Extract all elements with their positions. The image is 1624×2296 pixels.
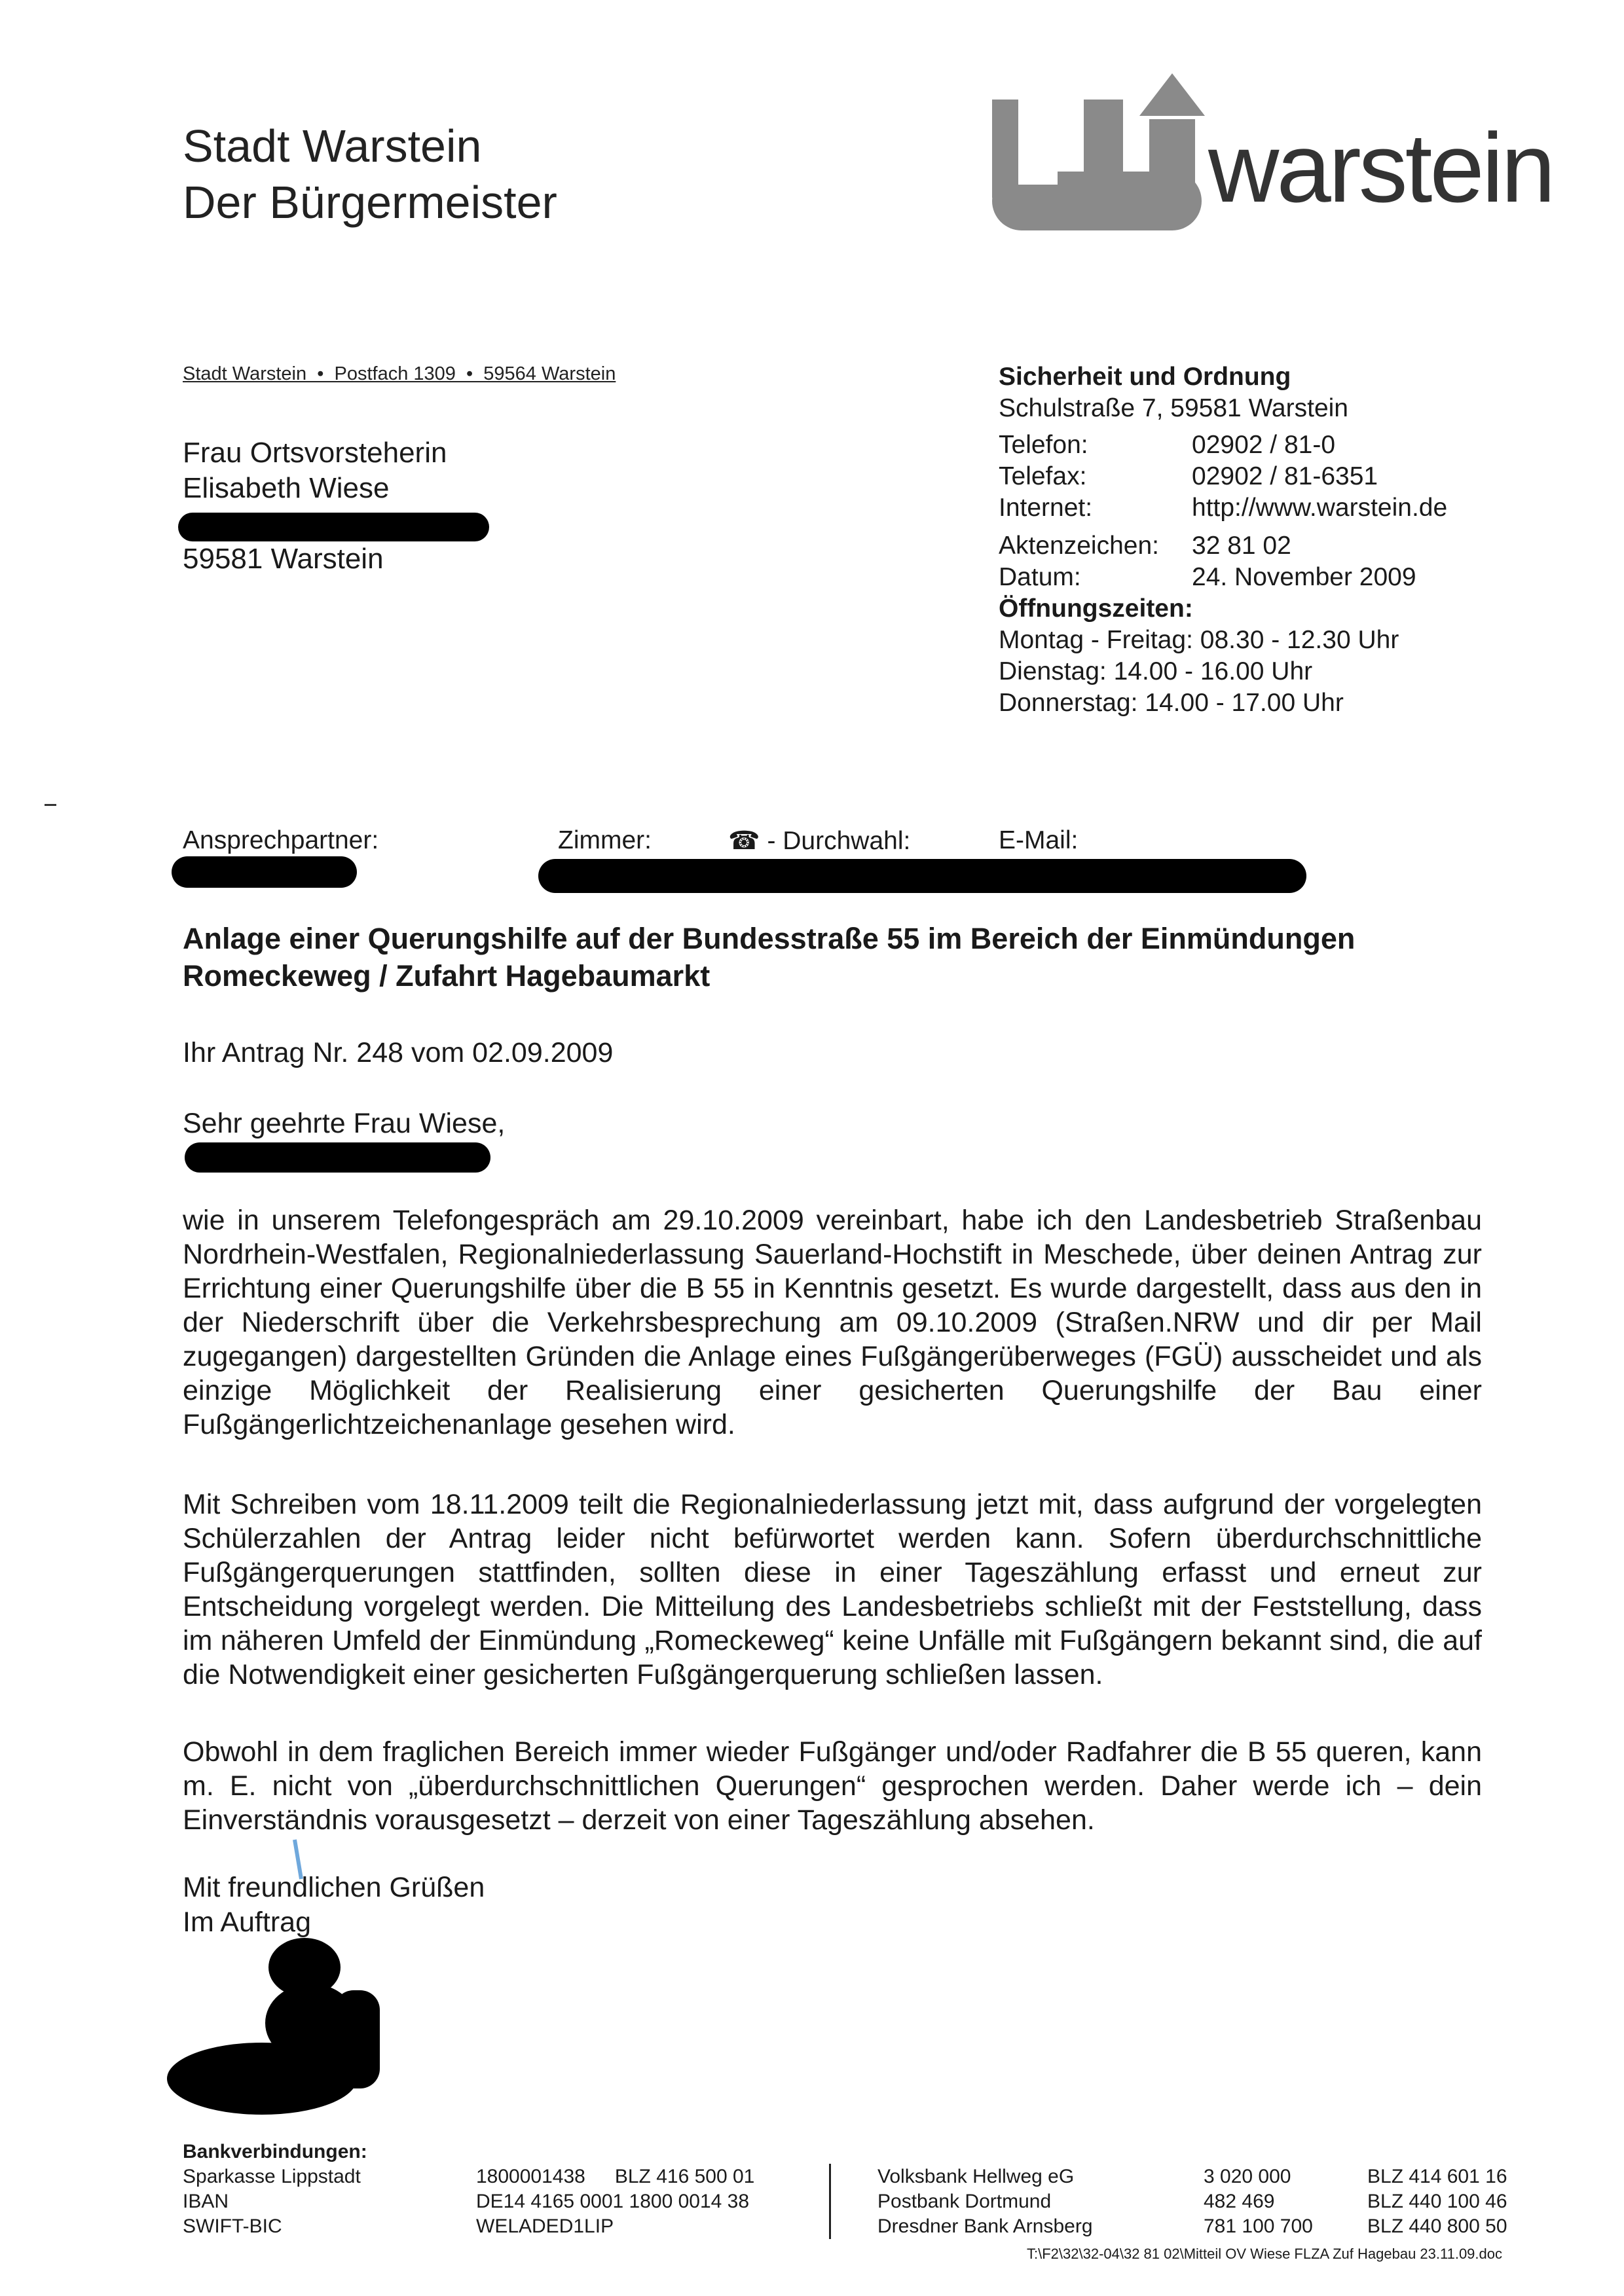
office-phone-row: Telefon: 02902 / 81-0: [999, 429, 1447, 461]
office-fax-row: Telefax: 02902 / 81-6351: [999, 461, 1447, 492]
dresdner-blz: BLZ 440 800 50: [1367, 2215, 1507, 2237]
opening-hours-title: Öffnungszeiten:: [999, 594, 1193, 623]
opening-hours-thursday: Donnerstag: 14.00 - 17.00 Uhr: [999, 689, 1344, 717]
office-internet-row: Internet: http://www.warstein.de: [999, 492, 1447, 524]
volksbank-account: 3 020 000: [1204, 2166, 1291, 2187]
bank-postbank: Postbank Dortmund: [877, 2191, 1052, 2212]
bank-other-names: [877, 2164, 1093, 2239]
recipient-title: Frau Ortsvorsteherin: [183, 437, 447, 469]
office-address: Schulstraße 7, 59581 Warstein: [999, 394, 1348, 422]
sparkasse-blz: BLZ 416 500 01: [614, 2166, 755, 2187]
office-fax: 02902 / 81-6351: [1192, 462, 1378, 490]
body-paragraph-3: Obwohl in dem fraglichen Bereich immer wieder Fußgänger und/oder Radfahrer die B 55 queren, kann m. E. nicht von „überdurchschnittlichen Querungen“ gesprochen werden. Daher werde ich – dein Einverständnis vorausgesetzt – derzeit von einer Tageszählung absehen.: [183, 1736, 1482, 1836]
office-info: [999, 361, 1447, 719]
contact-person-label: Ansprechpartner:: [183, 826, 379, 854]
office-internet-link[interactable]: http://www.warstein.de: [1192, 494, 1448, 522]
closing-greeting: Mit freundlichen Grüßen: [183, 1872, 485, 1903]
sparkasse-bic: WELADED1LIP: [476, 2215, 614, 2237]
warstein-logo: [992, 73, 1562, 230]
redaction-greeting: [185, 1142, 490, 1173]
footer-divider: [829, 2164, 831, 2239]
logo-text: warstein: [1208, 113, 1553, 223]
office-phone: 02902 / 81-0: [1192, 431, 1336, 459]
bank-dresdner: Dresdner Bank Arnsberg: [877, 2215, 1093, 2237]
direct-dial-label: [728, 826, 910, 856]
subject-line: Anlage einer Querungshilfe auf der Bundesstraße 55 im Bereich der Einmündungen Romeckeweg / Zufahrt Hagebaumarkt: [183, 922, 1356, 993]
bank-other-blz: [1367, 2164, 1507, 2239]
direct-dial-text: - Durchwahl:: [767, 827, 911, 855]
email-label: E-Mail:: [999, 826, 1079, 854]
document-file-path: T:\F2\32\32-04\32 81 02\Mitteil OV Wiese FLZA Zuf Hagebau 23.11.09.doc: [1027, 2246, 1502, 2262]
reference-line: Ihr Antrag Nr. 248 vom 02.09.2009: [183, 1037, 614, 1068]
volksbank-blz: BLZ 414 601 16: [1367, 2166, 1507, 2187]
office-reference-row: Aktenzeichen: 32 81 02: [999, 530, 1447, 562]
office-department: Sicherheit und Ordnung: [999, 363, 1291, 391]
sparkasse-iban: DE14 4165 0001 1800 0014 38: [476, 2191, 750, 2212]
sender-line: Stadt Warstein • Postfach 1309 • 59564 Warstein: [183, 363, 616, 384]
postbank-blz: BLZ 440 100 46: [1367, 2191, 1507, 2212]
postbank-account: 482 469: [1204, 2191, 1275, 2212]
letterhead-city: Stadt Warstein: [183, 120, 482, 172]
recipient-address: [183, 435, 447, 577]
logo-mark-icon: [992, 73, 1208, 230]
fold-mark: [45, 804, 56, 806]
bank-iban-label: IBAN: [183, 2191, 229, 2212]
body-paragraph-1: wie in unserem Telefongespräch am 29.10.2009 vereinbart, habe ich den Landesbetrieb Straßenbau Nordrhein-Westfalen, Regionalniederlassung Sauerland-Hochstift in Meschede, über deinen Antrag zur Errichtung einer Querungshilfe über die B 55 in Kenntnis gesetzt. Es wurde dargestellt, dass aus den in der Niederschrift über die Verkehrsbesprechung am 09.10.2009 (Straßen.NRW und dir per Mail zugegangen) dargestellten Gründen die Anlage eines Fußgängerüberweges (FGÜ) ausscheidet und als einzige Möglichkeit der Realisierung einer gesicherten Querungshilfe der Bau einer Fußgängerlichtzeichenanlage gesehen wird.: [183, 1205, 1482, 1440]
bank-other-accounts: [1204, 2164, 1313, 2239]
office-date: 24. November 2009: [1192, 563, 1416, 591]
recipient-name: Elisabeth Wiese: [183, 472, 390, 504]
redaction-contact-person: [172, 856, 357, 888]
bank-title: Bankverbindungen:: [183, 2141, 367, 2162]
salutation: Sehr geehrte Frau Wiese,: [183, 1108, 506, 1139]
sparkasse-account: 1800001438: [476, 2166, 585, 2187]
closing-on-behalf: Im Auftrag: [183, 1906, 311, 1938]
dresdner-account: 781 100 700: [1204, 2215, 1313, 2237]
bank-volksbank: Volksbank Hellweg eG: [877, 2166, 1075, 2187]
redacted-signature-icon: [164, 1827, 413, 2154]
body-paragraph-2: Mit Schreiben vom 18.11.2009 teilt die Regionalniederlassung jetzt mit, dass aufgrund der vorgelegten Schülerzahlen der Antrag leider nicht befürwortet werden kann. Sofern überdurchschnittliche Fußgängerquerungen stattfinden, sollten diese in einer Tageszählung erfasst und erneut zur Entscheidung vorgelegt werden. Die Mitteilung des Landesbetriebs schließt mit der Feststellung, dass im näheren Umfeld der Einmündung „Romeckeweg“ keine Unfälle mit Fußgängern bekannt sind, die auf die Notwendigkeit einer gesicherten Fußgängerquerung schließen lassen.: [183, 1489, 1482, 1690]
bank-sparkasse: Sparkasse Lippstadt: [183, 2166, 361, 2187]
office-reference: 32 81 02: [1192, 532, 1291, 560]
redaction-contact-details: [538, 859, 1306, 893]
room-label: Zimmer:: [558, 826, 652, 854]
opening-hours-weekdays: Montag - Freitag: 08.30 - 12.30 Uhr: [999, 626, 1399, 654]
bank-sparkasse-numbers: [476, 2164, 754, 2239]
letterhead: [183, 118, 557, 230]
recipient-city: 59581 Warstein: [183, 543, 384, 575]
redaction-street: [178, 513, 489, 541]
opening-hours-tuesday: Dienstag: 14.00 - 16.00 Uhr: [999, 657, 1313, 685]
letterhead-title: Der Bürgermeister: [183, 177, 557, 228]
bank-labels: [183, 2140, 367, 2239]
phone-icon: ☎: [728, 827, 760, 855]
office-date-row: Datum: 24. November 2009: [999, 562, 1447, 593]
bank-bic-label: SWIFT-BIC: [183, 2215, 282, 2237]
